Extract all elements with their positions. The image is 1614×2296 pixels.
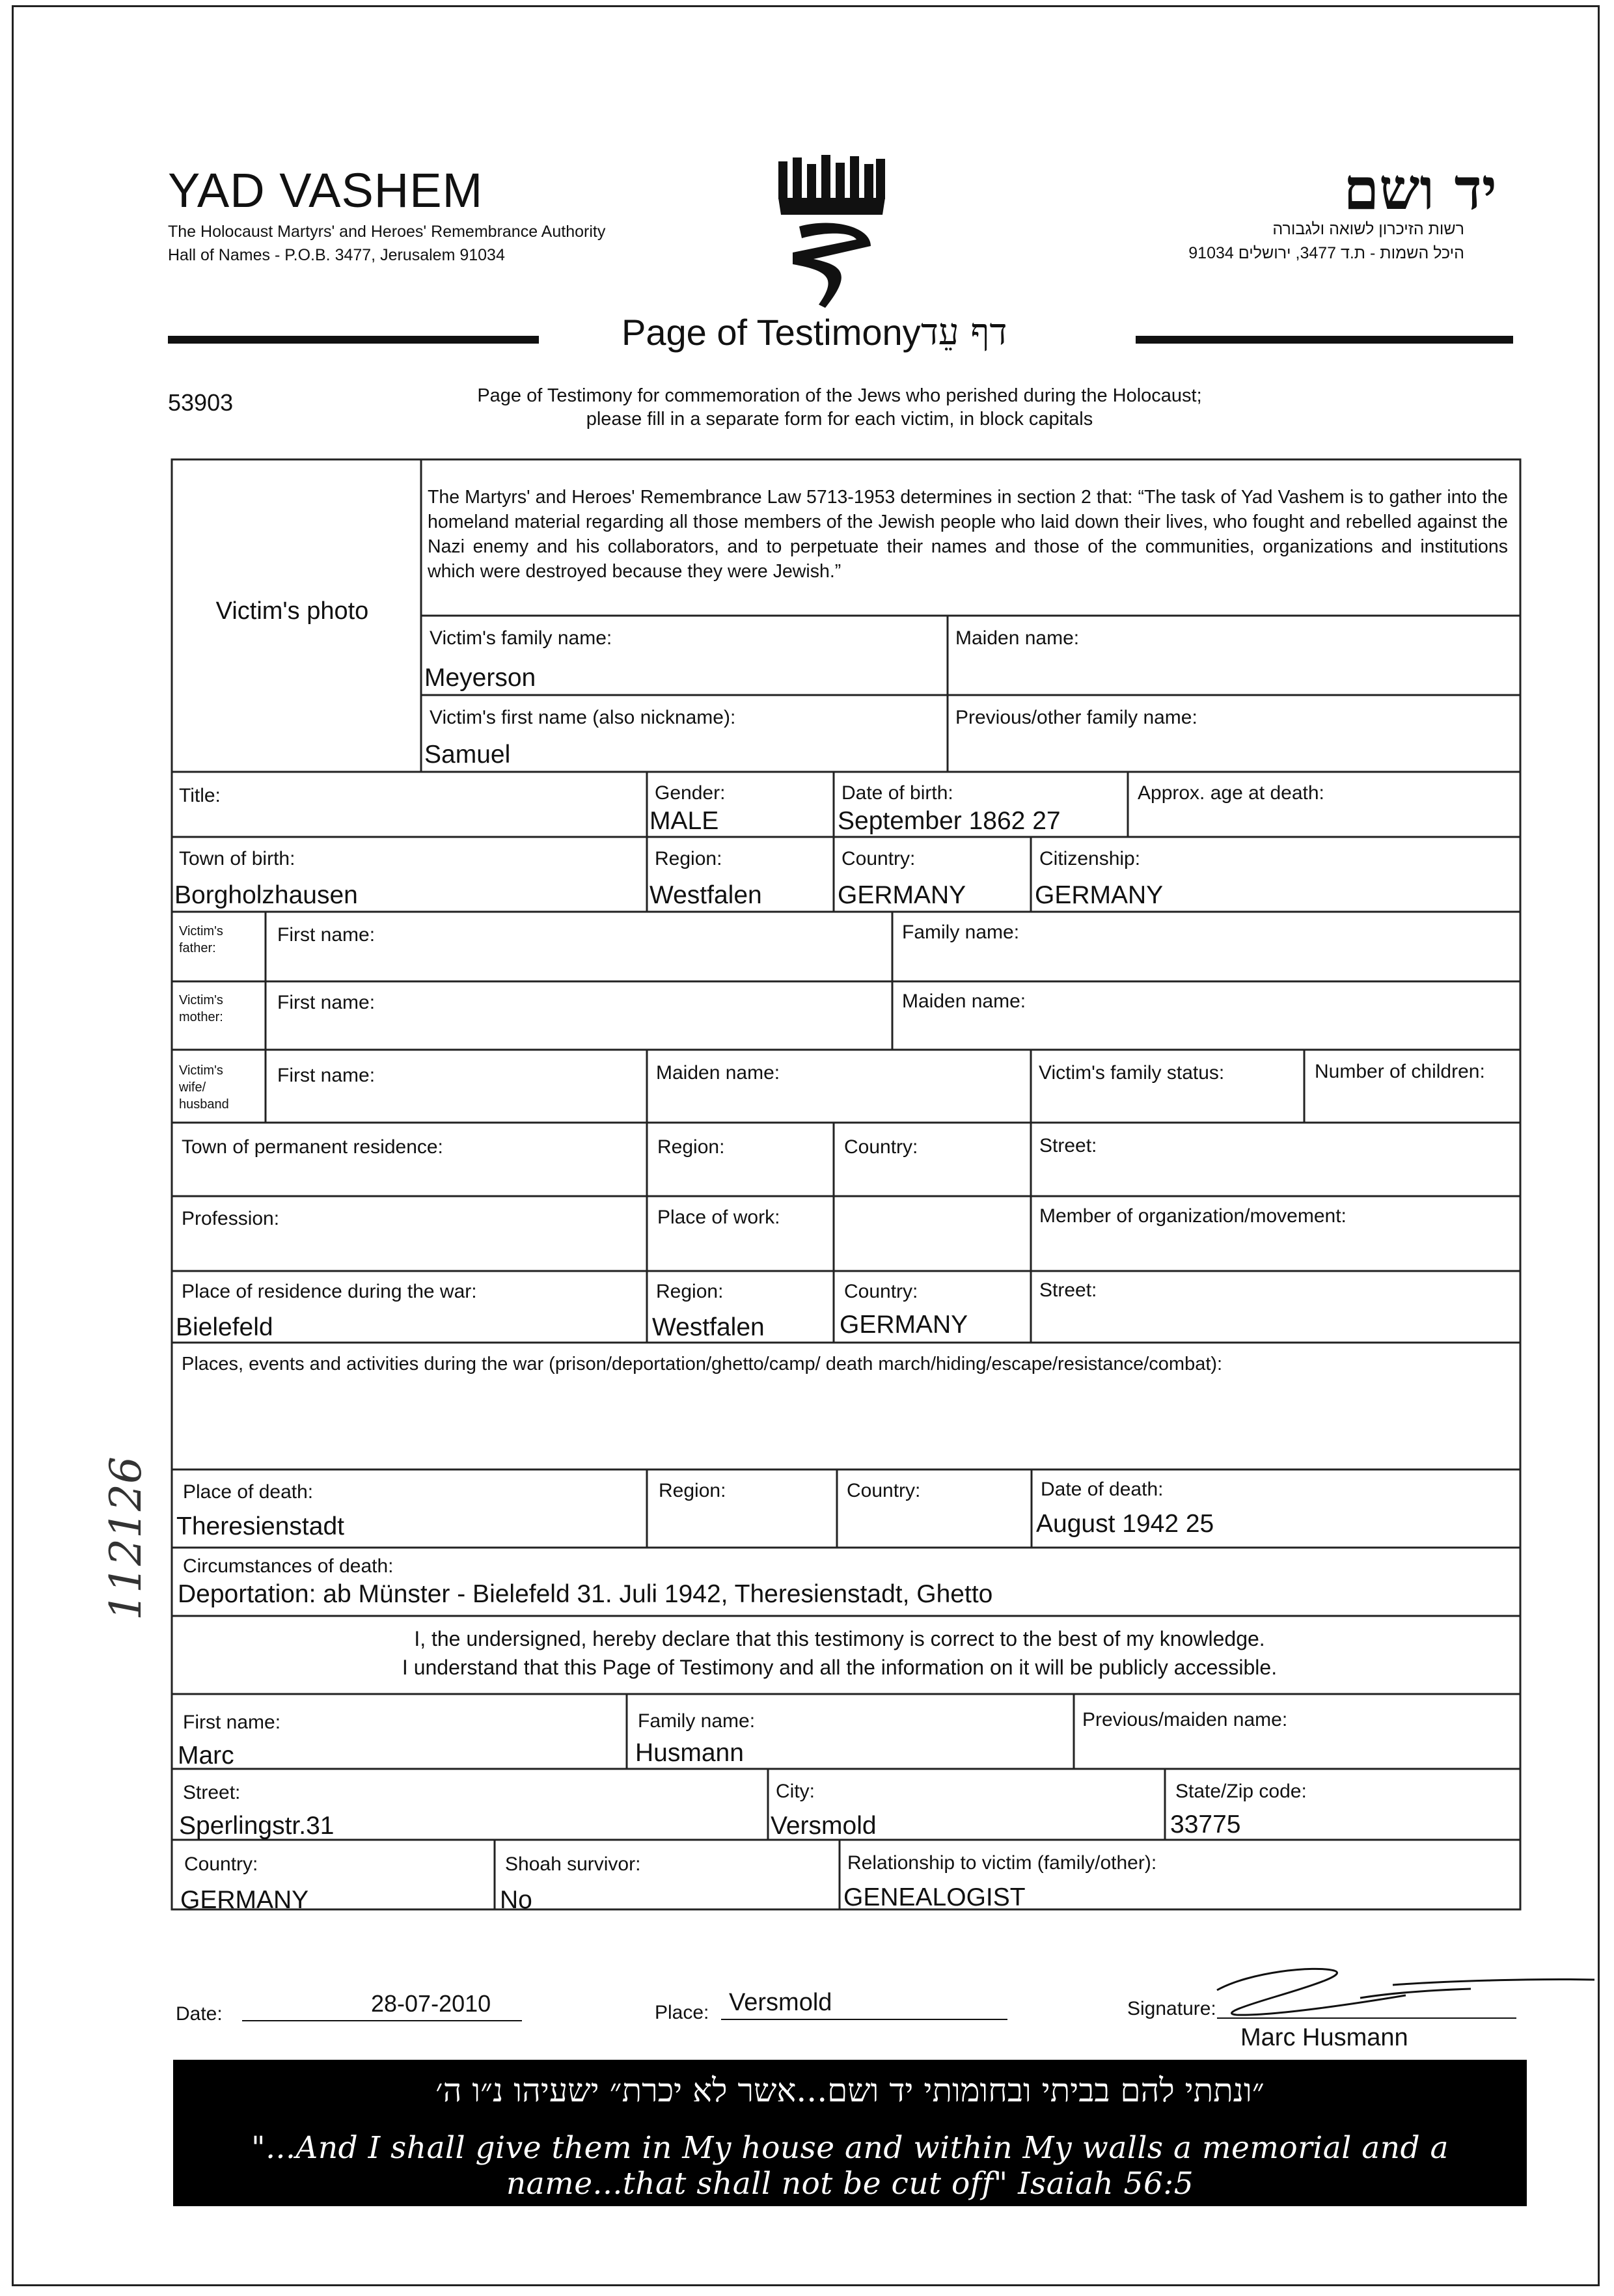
date-of-death-label: Date of death: bbox=[1041, 1479, 1164, 1500]
date-value[interactable]: 28-07-2010 bbox=[371, 1990, 491, 2017]
submitter-country-value[interactable]: GERMANY bbox=[180, 1886, 309, 1914]
banner-quote-english: "...And I shall give them in My house and within My walls a memorial and a name...that shall not be cut off" Isaiah 56:5 bbox=[251, 2130, 1449, 2202]
victim-first-name-value[interactable]: Samuel bbox=[424, 741, 511, 769]
spouse-maiden-name-label: Maiden name: bbox=[656, 1062, 780, 1084]
organization-label: Member of organization/movement: bbox=[1039, 1205, 1347, 1227]
org-subtitle: The Holocaust Martyrs' and Heroes' Remembrance Authority bbox=[168, 223, 606, 241]
place-of-work-label: Place of work: bbox=[657, 1207, 780, 1228]
date-of-death-value[interactable]: August 1942 25 bbox=[1036, 1510, 1214, 1538]
submitter-street-value[interactable]: Sperlingstr.31 bbox=[179, 1812, 335, 1840]
org-name-hebrew: יד ושם bbox=[1343, 155, 1497, 223]
survivor-label: Shoah survivor: bbox=[505, 1853, 641, 1875]
submitter-zip-label: State/Zip code: bbox=[1175, 1781, 1307, 1802]
submitter-first-name-value[interactable]: Marc bbox=[178, 1742, 234, 1770]
submitter-family-name-value[interactable]: Husmann bbox=[635, 1739, 744, 1767]
intro-line-2: please fill in a separate form for each victim, in block capitals bbox=[586, 409, 1093, 430]
intro-line-1: Page of Testimony for commemoration of the Jews who perished during the Holocaust; bbox=[477, 385, 1202, 406]
law-text: The Martyrs' and Heroes' Remembrance Law 5713-1953 determines in section 2 that: “The task of Yad Vashem is to gather into the homeland material regarding all those members of the Jewish people who laid down their lives, who fought and rebelled against the Nazi enemy and his collaborators, and to perpetuate their names and those of the communities, organizations and institutions which were destroyed because they were Jewish.” bbox=[428, 487, 1508, 582]
gender-label: Gender: bbox=[655, 782, 726, 804]
declaration-line-2: I understand that this Page of Testimony and all the information on it will be publicly accessible. bbox=[402, 1656, 1278, 1679]
date-line bbox=[242, 2020, 522, 2021]
mother-label: Victim's mother: bbox=[179, 993, 223, 1024]
form-number: 53903 bbox=[168, 389, 234, 416]
spouse-label: Victim's wife/ husband bbox=[179, 1063, 229, 1112]
circumstances-label: Circumstances of death: bbox=[183, 1555, 394, 1577]
org-name: YAD VASHEM bbox=[168, 163, 484, 217]
declaration-line-1: I, the undersigned, hereby declare that this testimony is correct to the best of my knowledge. bbox=[414, 1627, 1265, 1650]
war-country-value[interactable]: GERMANY bbox=[840, 1311, 968, 1339]
family-status-label: Victim's family status: bbox=[1039, 1062, 1225, 1084]
victim-family-name-label: Victim's family name: bbox=[430, 627, 612, 649]
relationship-value[interactable]: GENEALOGIST bbox=[843, 1883, 1026, 1911]
residence-region-label: Region: bbox=[657, 1136, 725, 1158]
birth-region-label: Region: bbox=[655, 848, 722, 869]
submitter-street-label: Street: bbox=[183, 1782, 241, 1803]
war-country-label: Country: bbox=[844, 1281, 918, 1302]
submitter-previous-name-label: Previous/maiden name: bbox=[1082, 1709, 1288, 1730]
signature-scribble-icon bbox=[1197, 1952, 1601, 2024]
town-of-birth-value[interactable]: Borgholzhausen bbox=[174, 881, 358, 909]
mother-maiden-name-label: Maiden name: bbox=[902, 991, 1026, 1012]
place-line bbox=[721, 2019, 1007, 2020]
father-label: Victim's father: bbox=[179, 924, 223, 955]
war-region-value[interactable]: Westfalen bbox=[652, 1313, 765, 1341]
page-title: Page of Testimony bbox=[622, 312, 921, 353]
maiden-name-label: Maiden name: bbox=[955, 627, 1080, 649]
previous-family-name-label: Previous/other family name: bbox=[955, 707, 1197, 728]
death-country-label: Country: bbox=[847, 1480, 921, 1501]
war-street-label: Street: bbox=[1039, 1279, 1097, 1301]
org-address: Hall of Names - P.O.B. 3477, Jerusalem 91034 bbox=[168, 246, 505, 264]
submitter-zip-value[interactable]: 33775 bbox=[1170, 1811, 1241, 1838]
quote-banner bbox=[173, 2060, 1527, 2206]
handwritten-archive-number: 112126 bbox=[101, 1456, 151, 1620]
date-of-birth-value[interactable]: September 1862 27 bbox=[838, 807, 1061, 835]
date-of-birth-label: Date of birth: bbox=[841, 782, 953, 804]
father-family-name-label: Family name: bbox=[902, 922, 1020, 943]
father-first-name-label: First name: bbox=[277, 924, 376, 946]
survivor-value[interactable]: No bbox=[500, 1886, 532, 1914]
date-label: Date: bbox=[176, 2003, 223, 2025]
victim-family-name-value[interactable]: Meyerson bbox=[424, 664, 536, 692]
profession-label: Profession: bbox=[182, 1208, 280, 1229]
residence-street-label: Street: bbox=[1039, 1135, 1097, 1156]
org-address-hebrew: היכל השמות - ת.ד 3477, ירושלים 91034 bbox=[1188, 244, 1464, 262]
residence-country-label: Country: bbox=[844, 1136, 918, 1158]
victim-first-name-label: Victim's first name (also nickname): bbox=[430, 707, 736, 728]
relationship-label: Relationship to victim (family/other): bbox=[847, 1852, 1157, 1874]
citizenship-value[interactable]: GERMANY bbox=[1035, 881, 1164, 909]
place-of-death-label: Place of death: bbox=[183, 1481, 314, 1503]
permanent-residence-label: Town of permanent residence: bbox=[182, 1136, 443, 1158]
war-places-label: Places, events and activities during the war (prison/deportation/ghetto/camp/ death march/hiding/escape/resistance/combat): bbox=[182, 1354, 1223, 1374]
title-label: Title: bbox=[179, 785, 221, 806]
citizenship-label: Citizenship: bbox=[1039, 848, 1141, 869]
banner-quote-hebrew: ״ונתתי להם בביתי ובחומותי יד ושם...אשר לא יכרת״ ישעיהו נ״ו ה׳ bbox=[435, 2071, 1265, 2109]
submitter-city-label: City: bbox=[776, 1781, 815, 1802]
number-of-children-label: Number of children: bbox=[1315, 1061, 1485, 1082]
birth-region-value[interactable]: Westfalen bbox=[650, 881, 762, 909]
signature-label: Signature: bbox=[1127, 1998, 1216, 2019]
signer-name: Marc Husmann bbox=[1240, 2024, 1408, 2051]
war-region-label: Region: bbox=[656, 1281, 724, 1302]
place-of-death-value[interactable]: Theresienstadt bbox=[176, 1512, 344, 1540]
war-residence-value[interactable]: Bielefeld bbox=[176, 1313, 273, 1341]
death-region-label: Region: bbox=[659, 1480, 726, 1501]
birth-country-value[interactable]: GERMANY bbox=[838, 881, 966, 909]
age-at-death-label: Approx. age at death: bbox=[1138, 782, 1324, 804]
spouse-first-name-label: First name: bbox=[277, 1065, 376, 1086]
mother-first-name-label: First name: bbox=[277, 992, 376, 1013]
place-value[interactable]: Versmold bbox=[729, 1989, 832, 2016]
submitter-first-name-label: First name: bbox=[183, 1712, 281, 1733]
page-title-hebrew: דף עֵד bbox=[921, 311, 1007, 353]
yad-vashem-logo-icon bbox=[773, 155, 890, 311]
org-subtitle-hebrew: רשות הזיכרון לשואה ולגבורה bbox=[1272, 220, 1464, 238]
gender-value[interactable]: MALE bbox=[650, 807, 719, 835]
submitter-city-value[interactable]: Versmold bbox=[771, 1812, 877, 1840]
header-rule-right bbox=[1136, 336, 1513, 344]
victim-photo-placeholder: Victim's photo bbox=[215, 597, 369, 625]
war-residence-label: Place of residence during the war: bbox=[182, 1281, 477, 1302]
submitter-country-label: Country: bbox=[184, 1853, 258, 1875]
circumstances-value[interactable]: Deportation: ab Münster - Bielefeld 31. Juli 1942, Theresienstadt, Ghetto bbox=[178, 1580, 993, 1608]
header-rule-left bbox=[168, 336, 539, 344]
town-of-birth-label: Town of birth: bbox=[179, 848, 295, 869]
place-label: Place: bbox=[655, 2002, 709, 2023]
submitter-family-name-label: Family name: bbox=[638, 1710, 756, 1732]
birth-country-label: Country: bbox=[841, 848, 916, 869]
